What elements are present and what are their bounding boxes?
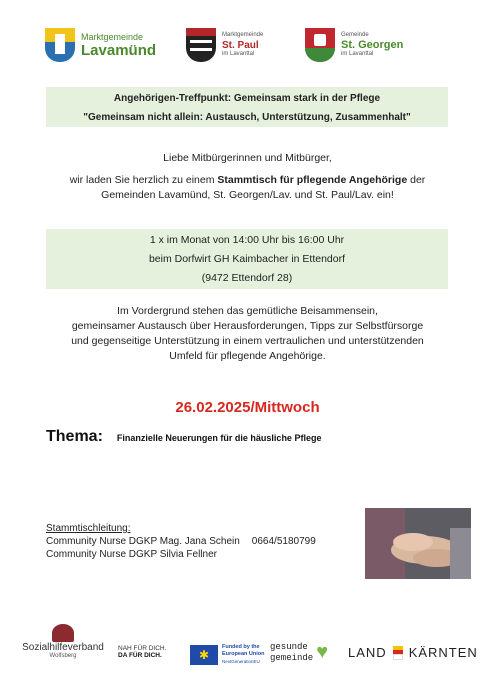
- logo-lavamuend: [45, 28, 156, 62]
- logo2-line1: Marktgemeinde: [222, 32, 264, 39]
- gesunde-line2: gemeinde: [270, 652, 314, 663]
- theme-row: [46, 428, 321, 446]
- heart-icon: ♥: [316, 641, 329, 663]
- theme-text: Finanzielle Neuerungen für die häusliche Pflege: [116, 433, 322, 443]
- kaernten-text: KÄRNTEN: [408, 645, 478, 660]
- desc-line4: Umfeld für pflegende Angehörige.: [169, 350, 326, 362]
- intro: [20, 151, 475, 203]
- sozial-line2: Wolfsberg: [49, 653, 77, 659]
- desc-line3: und gegenseitige Unterstützung in einem vertraulichen und unterstützenden: [71, 335, 424, 347]
- logo-land-kaernten: [348, 645, 478, 660]
- leaf-icon: [52, 624, 74, 642]
- theme-label: Thema:: [46, 428, 103, 445]
- sozial-line1: Sozialhilfeverband: [22, 642, 104, 653]
- lavamuend-crest-icon: [45, 28, 75, 62]
- logo1-line1: Marktgemeinde: [81, 31, 144, 42]
- event-date: 26.02.2025/Mittwoch: [175, 399, 320, 416]
- eu-flag-icon: ✱: [190, 645, 218, 665]
- st-georgen-crest-icon: [305, 28, 335, 62]
- invitation-bold: Stammtisch für pflegende Angehörige: [217, 174, 408, 186]
- invitation-pre: wir laden Sie herzlich zu einem: [69, 174, 218, 186]
- invitation-post: der: [407, 174, 426, 186]
- info-line3: (9472 Ettendorf 28): [201, 272, 293, 284]
- contact-row1: [46, 535, 316, 548]
- info-line1: 1 x im Monat von 14:00 Uhr bis 16:00 Uhr: [149, 234, 345, 246]
- title-line1: Angehörigen-Treffpunkt: Gemeinsam stark in der Pflege: [113, 93, 381, 104]
- logo-eu: [190, 644, 264, 665]
- eu-line2: European Union: [222, 651, 265, 657]
- logo-nah-fuer-dich: [118, 645, 166, 659]
- kaernten-flag-icon: [393, 646, 403, 660]
- eu-line1: Funded by the: [222, 644, 260, 650]
- invitation-line3: Gemeinden Lavamünd, St. Georgen/Lav. und St. Paul/Lav. ein!: [101, 189, 394, 201]
- contact-person1: Community Nurse DGKP Mag. Jana Schein: [46, 536, 240, 547]
- nah-line2: DA FÜR DICH.: [118, 652, 162, 659]
- contact-block: [46, 522, 316, 561]
- contact-person2: Community Nurse DGKP Silvia Fellner: [46, 549, 217, 560]
- title-line2: "Gemeinsam nicht allein: Austausch, Unterstützung, Zusammenhalt": [83, 112, 411, 123]
- gesunde-line1: gesunde: [270, 641, 308, 652]
- contact-phone1: 0664/5180799: [251, 536, 316, 547]
- greeting: Liebe Mitbürgerinnen und Mitbürger,: [163, 152, 332, 164]
- logo2-line2: St. Paul: [222, 39, 259, 51]
- hands-photo: [365, 508, 471, 579]
- logo3-line1: Gemeinde: [341, 31, 369, 38]
- desc-line1: Im Vordergrund stehen das gemütliche Beisammensein,: [117, 305, 378, 317]
- description: [20, 304, 475, 364]
- logo2-line3: im Lavanttal: [222, 50, 255, 57]
- land-text: LAND: [348, 645, 387, 660]
- logo-st-paul: [186, 28, 263, 62]
- eu-line3: NextGenerationEU: [222, 659, 260, 664]
- desc-line2: gemeinsamer Austausch über Herausforderungen, Tipps zur Selbstfürsorge: [71, 320, 424, 332]
- logo3-line3: im Lavanttal: [341, 51, 374, 57]
- contact-heading: Stammtischleitung:: [46, 523, 131, 534]
- info-box: [46, 229, 448, 289]
- hands-photo-illustration: [365, 508, 471, 579]
- nah-line1: NAH FÜR DICH.: [118, 645, 167, 652]
- logo-gesunde-gemeinde: [270, 641, 328, 664]
- title-box: [46, 87, 448, 127]
- logo-sozialhilfeverband: [14, 624, 112, 659]
- logo3-line2: St. Georgen: [341, 39, 404, 51]
- logo1-line2: Lavamünd: [81, 41, 157, 59]
- info-line2: beim Dorfwirt GH Kaimbacher in Ettendorf: [148, 253, 346, 265]
- invitation-line: [20, 173, 475, 188]
- logo-st-georgen: [305, 28, 403, 62]
- st-paul-crest-icon: [186, 28, 216, 62]
